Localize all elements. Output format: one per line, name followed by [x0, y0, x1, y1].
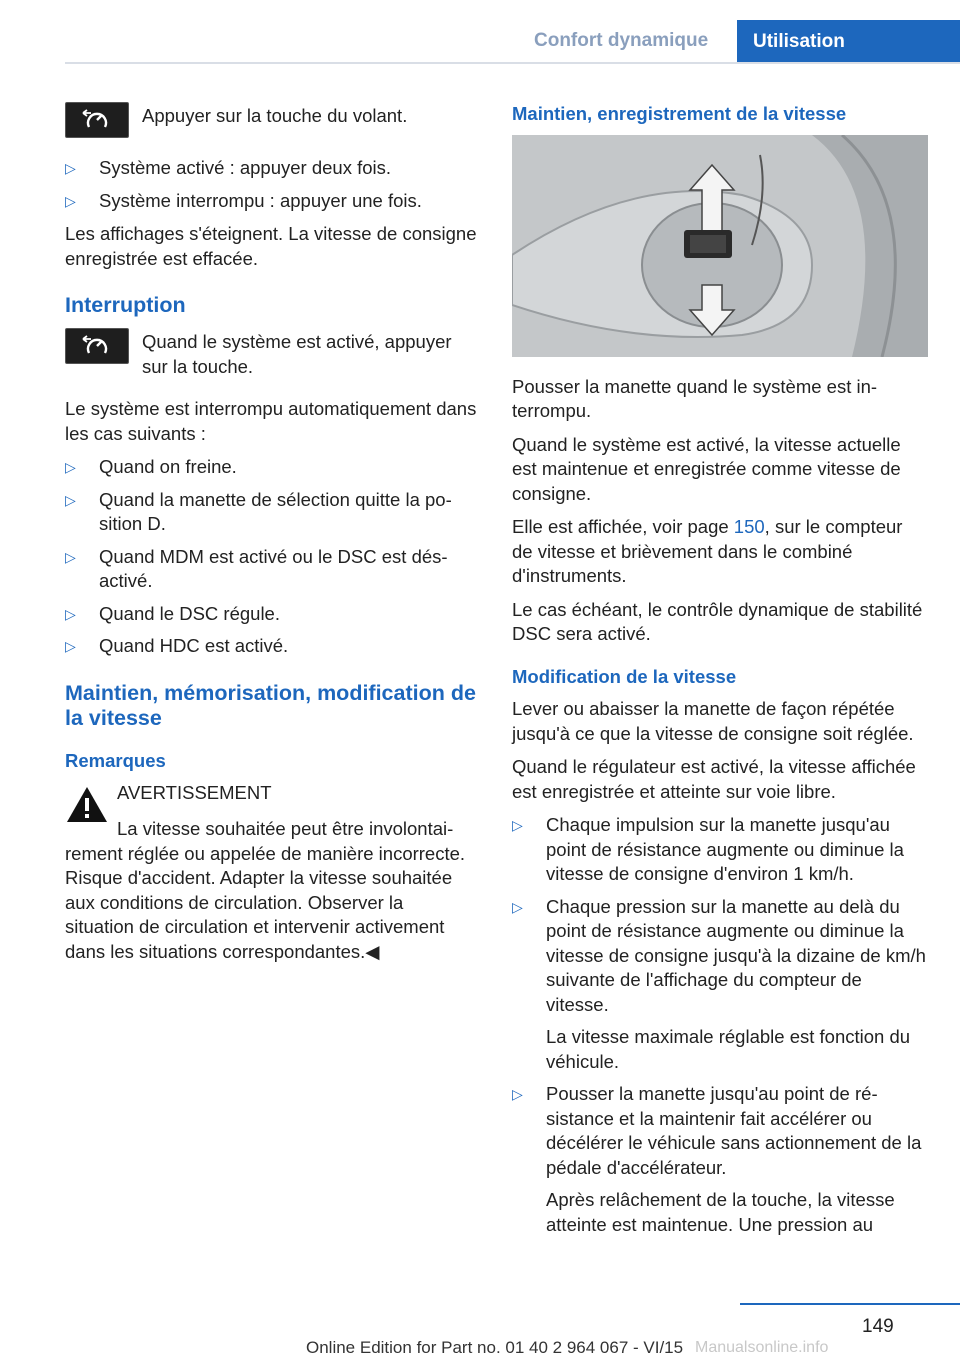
right-column [512, 102, 928, 1246]
list-item-text: Système interrompu : appuyer une fois. [99, 189, 422, 211]
list-item [65, 455, 477, 480]
steering-key-row-2 [65, 328, 477, 379]
list-item-note: La vitesse maximale réglable est fonction du véhicule. [546, 1026, 911, 1072]
cruise-control-key-icon [65, 102, 129, 138]
triangle-bullet-icon: ▷ [512, 1086, 523, 1102]
interruption-list [65, 455, 477, 659]
paragraph: Lever ou abaisser la manette de façon répétée jusqu'à ce que la vitesse de consigne soit réglée. [512, 698, 914, 744]
triangle-bullet-icon: ▷ [512, 817, 523, 833]
triangle-bullet-icon: ▷ [65, 605, 76, 622]
list-item [65, 189, 477, 214]
header-rule [65, 62, 960, 64]
watermark: Manualsonline.info [695, 1339, 829, 1356]
warning-title: AVERTISSEMENT [117, 782, 272, 803]
list-item [65, 634, 477, 659]
list-item [65, 156, 477, 181]
paragraph: Les affichages s'éteignent. La vitesse de consigne enregistrée est effacée. [65, 223, 477, 269]
heading-modification: Modification de la vitesse [512, 665, 737, 687]
list-item-text: Pousser la manette jusqu'au point de résistance et la maintenir fait accélérer ou décélérer le véhicule sans actionnement de la pédale d'accélérateur. [546, 1083, 922, 1178]
page-number: 149 [862, 1316, 894, 1337]
triangle-bullet-icon: ▷ [65, 491, 76, 508]
triangle-bullet-icon: ▷ [65, 192, 76, 209]
list-item-text: Chaque impulsion sur la manette jusqu'au point de résistance augmente ou diminue la vitesse de consigne d'environ 1 km/h. [546, 814, 904, 884]
list-item [512, 895, 928, 1075]
heading-remarques: Remarques [65, 749, 166, 771]
list-item-text: Quand le DSC régule. [99, 602, 280, 624]
header-section-title: Confort dynamique [534, 30, 709, 51]
triangle-bullet-icon: ▷ [65, 638, 76, 654]
footer-edition: Online Edition for Part no. 01 40 2 964 067 - VI/15 [306, 1338, 684, 1357]
paragraph: Le système est interrompu automatiquement dans les cas suivants : [65, 398, 477, 444]
list-item-note: Après relâchement de la touche, la vitesse atteinte est maintenue. Une pression au [546, 1189, 895, 1235]
list-item-text: Quand HDC est activé. [99, 635, 289, 656]
heading-maintien-enregistrement: Maintien, enregistrement de la vitesse [512, 103, 847, 124]
paragraph: Le cas échéant, le contrôle dynamique de stabilité DSC sera activé. [512, 598, 923, 644]
cruise-control-key-icon [65, 328, 129, 364]
paragraph: Pousser la manette quand le système est interrompu. [512, 375, 878, 421]
list-item-text: Quand MDM est activé ou le DSC est désactivé. [99, 545, 448, 591]
list-item-text: Chaque pression sur la manette au delà du point de résistance augmente ou diminue la vitesse de consigne jusqu'à la dizaine de km/h suivante de l'affichage du compteur de vitesse. [546, 895, 926, 1015]
page-link-150[interactable]: 150 [733, 516, 765, 537]
steering-wheel-lever-illustration [512, 135, 928, 357]
list-item-text: Quand la manette de sélection quitte la position D. [99, 488, 452, 534]
heading-maintien-memorisation: Maintien, mémorisation, modification de la vitesse [65, 680, 476, 730]
list-item [65, 545, 477, 594]
header-chapter-tab: Utilisation [737, 20, 960, 64]
list-item [512, 1082, 928, 1237]
list-item-text: Système activé : appuyer deux fois. [99, 157, 392, 178]
paragraph: Quand le régulateur est activé, la vitesse affichée est enregistrée et atteinte sur voie libre. [512, 756, 916, 802]
list-item-text: Quand on freine. [99, 456, 237, 477]
key-instruction: Quand le système est activé, appuyer sur la touche. [142, 331, 452, 377]
list-item [65, 488, 477, 537]
modification-list [512, 813, 928, 1237]
triangle-bullet-icon: ▷ [512, 898, 523, 915]
steering-key-row-1 [65, 102, 477, 138]
left-column [65, 102, 477, 973]
triangle-bullet-icon: ▷ [65, 160, 76, 176]
activation-list [65, 156, 477, 213]
list-item [65, 602, 477, 627]
warning-text: La vitesse souhaitée peut être involontairement réglée ou appelée de manière incorrecte. Risque d'accident. Adapter la vitesse souhaitée aux conditions de circulation. Observer la situation de circulation et intervenir activement dans les situations correspondantes.◀ [65, 818, 466, 962]
paragraph: Quand le système est activé, la vitesse actuelle est maintenue et enregistrée comme vitesse de consigne. [512, 433, 901, 504]
paragraph: Elle est affichée, voir page 150, sur le compteur de vitesse et brièvement dans le combiné d'instruments. [512, 516, 903, 586]
list-item [512, 813, 928, 887]
triangle-bullet-icon: ▷ [65, 459, 76, 475]
heading-interruption: Interruption [65, 293, 186, 317]
triangle-bullet-icon: ▷ [65, 548, 76, 565]
warning-triangle-icon [65, 785, 109, 825]
key-instruction: Appuyer sur la touche du volant. [142, 105, 408, 126]
footer-rule [740, 1303, 960, 1305]
